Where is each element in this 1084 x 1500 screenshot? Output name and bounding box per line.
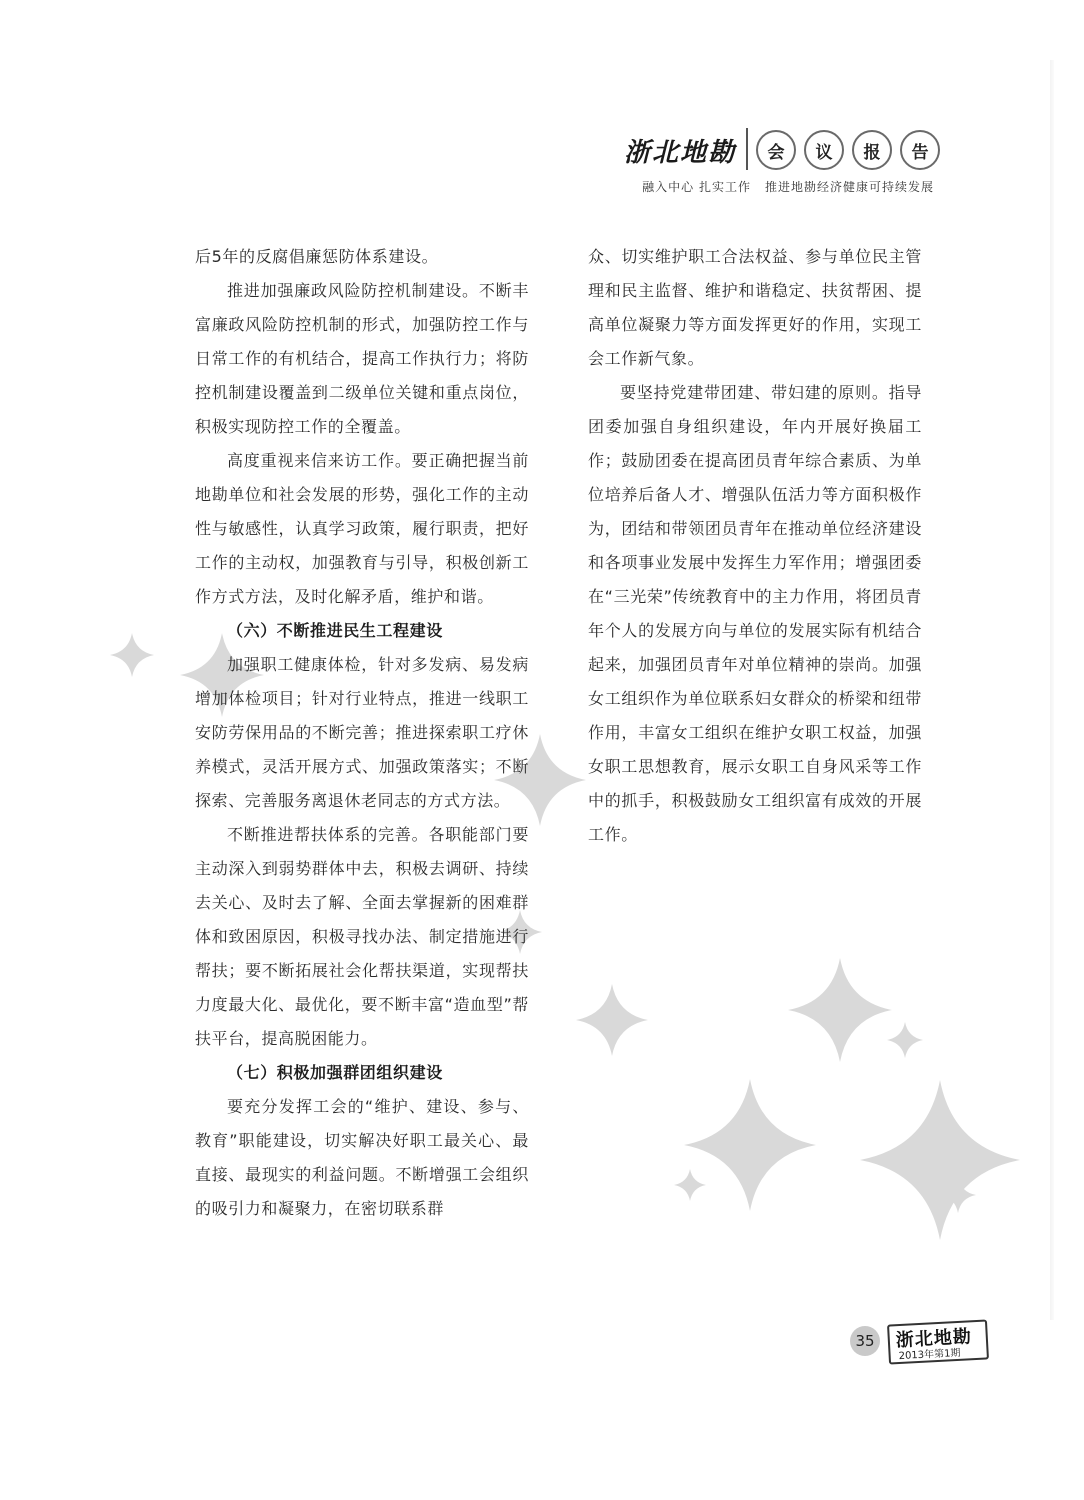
paragraph: 后5年的反腐倡廉惩防体系建设。 — [195, 247, 439, 266]
four-point-star-icon — [110, 633, 154, 677]
four-point-star-icon — [887, 1022, 923, 1058]
masthead — [624, 126, 934, 176]
section-tag-gao: 告 — [900, 130, 940, 170]
left-column — [195, 240, 529, 1226]
footer-logo-issue: 2013年第1期 — [898, 1347, 961, 1363]
page-number: 35 — [850, 1326, 880, 1356]
paragraph: 众、切实维护职工合法权益、参与单位民主管理和民主监督、维护和谐稳定、扶贫帮困、提高单位凝聚力等方面发挥更好的作用，实现工会工作新气象。 — [588, 247, 922, 368]
section-tag-hui: 会 — [756, 130, 796, 170]
four-point-star-icon — [576, 984, 648, 1056]
section-tag-yi: 议 — [804, 130, 844, 170]
section-tag-bao: 报 — [852, 130, 892, 170]
footer-logo — [887, 1319, 989, 1364]
four-point-star-icon — [684, 1079, 816, 1211]
paragraph: 不断推进帮扶体系的完善。各职能部门要主动深入到弱势群体中去，积极去调研、持续去关心、及时去了解、全面去掌握新的困难群体和致困原因，积极寻找办法、制定措施进行帮扶；要不断拓展社会化帮扶渠道，实现帮扶力度最大化、最优化，要不断丰富“造血型”帮扶平台，提高脱困能力。 — [195, 825, 529, 1048]
section-tags — [756, 130, 940, 170]
slogan-part-1: 融入中心 扎实工作 — [642, 180, 751, 194]
paragraph: 要坚持党建带团建、带妇建的原则。指导团委加强自身组织建设，年内开展好换届工作；鼓励团委在提高团员青年综合素质、为单位培养后备人才、增强队伍活力等方面积极作为，团结和带领团员青年在推动单位经济建设和各项事业发展中发挥生力军作用；增强团委在“三光荣”传统教育中的主力作用，将团员青年个人的发展方向与单位的发展实际有机结合起来，加强团员青年对单位精神的崇尚。加强女工组织作为单位联系妇女群众的桥梁和纽带作用，丰富女工组织在维护女职工权益，加强女职工思想教育，展示女职工自身风采等工作中的抓手，积极鼓励女工组织富有成效的开展工作。 — [588, 383, 922, 844]
right-column — [588, 240, 922, 852]
header-slogan — [628, 178, 934, 195]
paragraph: 高度重视来信来访工作。要正确把握当前地勘单位和社会发展的形势，强化工作的主动性与敏感性，认真学习政策，履行职责，把好工作的主动权，加强教育与引导，积极创新工作方式方法，及时化解矛盾，维护和谐。 — [195, 451, 529, 606]
four-point-star-icon — [674, 1169, 706, 1201]
paragraph: 加强职工健康体检，针对多发病、易发病增加体检项目；针对行业特点，推进一线职工安防劳保用品的不断完善；推进探索职工疗休养模式，灵活开展方式、加强政策落实；不断探索、完善服务离退休老同志的方式方法。 — [195, 655, 529, 810]
brand-logo-text: 浙北地勘 — [624, 138, 737, 168]
section-heading: （七）积极加强群团组织建设 — [227, 1063, 443, 1082]
four-point-star-icon — [788, 958, 892, 1062]
footer-logo-name: 浙北地勘 — [895, 1326, 973, 1352]
four-point-star-icon — [860, 1080, 1020, 1240]
paragraph: 要充分发挥工会的“维护、建设、参与、教育”职能建设，切实解决好职工最关心、最直接、最现实的利益问题。不断增强工会组织的吸引力和凝聚力，在密切联系群 — [195, 1097, 529, 1218]
header-divider — [746, 128, 748, 170]
paragraph: 推进加强廉政风险防控机制建设。不断丰富廉政风险防控机制的形式，加强防控工作与日常工作的有机结合，提高工作执行力；将防控机制建设覆盖到二级单位关键和重点岗位，积极实现防控工作的全覆盖。 — [195, 281, 529, 436]
slogan-part-2: 推进地勘经济健康可持续发展 — [764, 180, 934, 194]
section-heading: （六）不断推进民生工程建设 — [227, 621, 443, 640]
